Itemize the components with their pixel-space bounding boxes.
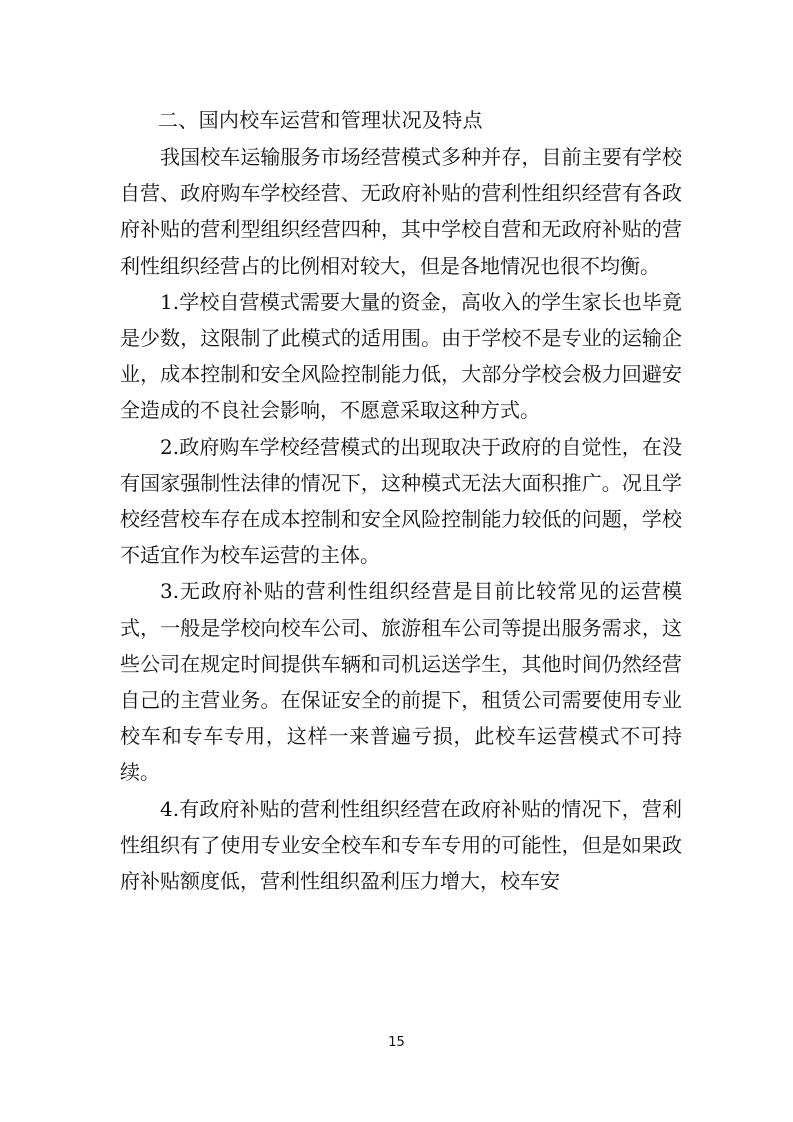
paragraph-item-2: 2.政府购车学校经营模式的出现取决于政府的自觉性，在没有国家强制性法律的情况下，这种模式无法大面积推广。况且学校经营校车存在成本控制和安全风险控制能力较低的问题，学校不适宜作为校车运营的主体。 <box>120 434 682 568</box>
section-heading: 二、国内校车运营和管理状况及特点 <box>158 108 483 132</box>
body-text <box>120 139 682 899</box>
paragraph-item-3: 3.无政府补贴的营利性组织经营是目前比较常见的运营模式，一般是学校向校车公司、旅游租车公司等提出服务需求，这些公司在规定时间提供车辆和司机运送学生，其他时间仍然经营自己的主营业务。在保证安全的前提下，租赁公司需要使用专业校车和专车专用，这样一来普遍亏损，此校车运营模式不可持续。 <box>120 579 682 785</box>
paragraph-item-1: 1.学校自营模式需要大量的资金，高收入的学生家长也毕竟是少数，这限制了此模式的适用围。由于学校不是专业的运输企业，成本控制和安全风险控制能力低，大部分学校会极力回避安全造成的不良社会影响，不愿意采取这种方式。 <box>120 289 682 423</box>
paragraph-item-4: 4.有政府补贴的营利性组织经营在政府补贴的情况下，营利性组织有了使用专业安全校车和专车专用的可能性，但是如果政府补贴额度低，营利性组织盈利压力增大，校车安 <box>120 796 682 894</box>
paragraph-intro: 我国校车运输服务市场经营模式多种并存，目前主要有学校自营、政府购车学校经营、无政府补贴的营利性组织经营有各政府补贴的营利型组织经营四种，其中学校自营和无政府补贴的营利性组织经营占的比例相对较大，但是各地情况也很不均衡。 <box>120 145 682 278</box>
page-number: 15 <box>388 1035 405 1050</box>
